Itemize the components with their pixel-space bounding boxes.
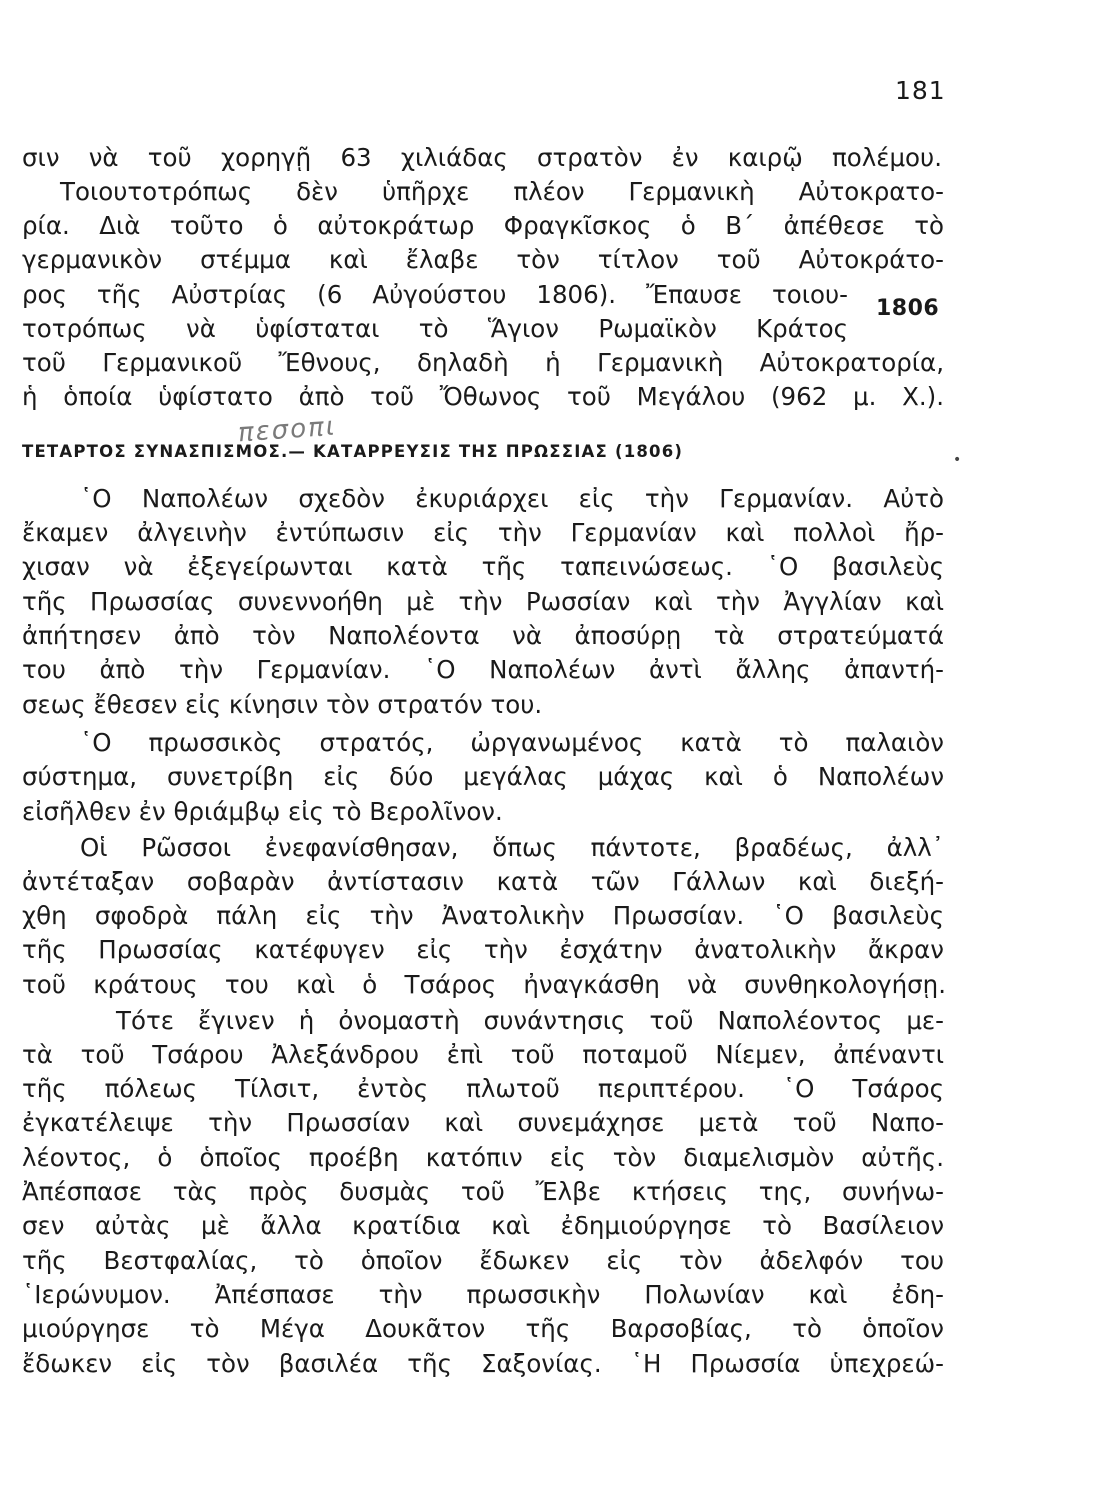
text-line: χισαν νὰ ἐξεγείρωνται κατὰ τῆς ταπεινώσεως. ῾Ο βασιλεὺς <box>22 552 944 581</box>
text-line: σεν αὐτὰς μὲ ἄλλα κρατίδια καὶ ἐδημιούργησε τὸ Βασίλειον <box>22 1211 944 1240</box>
text-line: τοῦ Γερμανικοῦ Ἔθνους, δηλαδὴ ἡ Γερμανικὴ Αὐτοκρατορία, <box>22 348 944 377</box>
text-line: ρία. Διὰ τοῦτο ὁ αὐτοκράτωρ Φραγκῖσκος ὁ Β΄ ἀπέθεσε τὸ <box>22 211 944 240</box>
text-line: εἰσῆλθεν ἐν θριάμβῳ εἰς τὸ Βερολῖνον. <box>22 797 503 826</box>
text-line: τοῦ κράτους του καὶ ὁ Τσάρος ἠναγκάσθη νὰ συνθηκολογήσῃ. <box>22 970 946 999</box>
text-line: του ἀπὸ τὴν Γερμανίαν. ῾Ο Ναπολέων ἀντὶ ἄλλης ἀπαντή- <box>22 655 944 684</box>
text-line: ἡ ὁποία ὑφίστατο ἀπὸ τοῦ Ὄθωνος τοῦ Μεγάλου (962 μ. Χ.). <box>22 382 944 411</box>
text-line: σεως ἔθεσεν εἰς κίνησιν τὸν στρατόν του. <box>22 690 543 719</box>
text-line: τὰ τοῦ Τσάρου Ἀλεξάνδρου ἐπὶ τοῦ ποταμοῦ Νίεμεν, ἀπέναντι <box>22 1040 944 1069</box>
text-line: ἔδωκεν εἰς τὸν βασιλέα τῆς Σαξονίας. ῾Η Πρωσσία ὑπεχρεώ- <box>22 1349 944 1378</box>
margin-dot: • <box>953 452 962 468</box>
section-heading: ΤΕΤΑΡΤΟΣ ΣΥΝΑΣΠΙΣΜΟΣ.— ΚΑΤΑΡΡΕΥΣΙΣ ΤΗΣ ΠΡΩΣΣΙΑΣ (1806) <box>22 442 684 461</box>
text-line: Οἱ Ρῶσσοι ἐνεφανίσθησαν, ὅπως πάντοτε, βραδέως, ἀλλ᾽ <box>80 833 944 862</box>
text-line: ῾Ο Ναπολέων σχεδὸν ἐκυριάρχει εἰς τὴν Γερμανίαν. Αὐτὸ <box>80 484 944 513</box>
text-line: ρος τῆς Αὐστρίας (6 Αὐγούστου 1806). Ἔπαυσε τοιου- <box>22 280 848 309</box>
page-number: 181 <box>895 76 946 105</box>
text-line: Τοιουτοτρόπως δὲν ὑπῆρχε πλέον Γερμανικὴ Αὐτοκρατο- <box>60 177 944 206</box>
text-line: ἀντέταξαν σοβαρὰν ἀντίστασιν κατὰ τῶν Γάλλων καὶ διεξή- <box>22 867 944 896</box>
text-line: ἀπήτησεν ἀπὸ τὸν Ναπολέοντα νὰ ἀποσύρῃ τὰ στρατεύματά <box>22 621 944 650</box>
text-line: Ἀπέσπασε τὰς πρὸς δυσμὰς τοῦ Ἔλβε κτήσεις της, συνήνω- <box>22 1177 944 1206</box>
text-line: σιν νὰ τοῦ χορηγῇ 63 χιλιάδας στρατὸν ἐν καιρῷ πολέμου. <box>22 143 942 172</box>
text-line: ἐγκατέλειψε τὴν Πρωσσίαν καὶ συνεμάχησε μετὰ τοῦ Ναπο- <box>22 1108 944 1137</box>
text-line: μιούργησε τὸ Μέγα Δουκᾶτον τῆς Βαρσοβίας, τὸ ὁποῖον <box>22 1314 944 1343</box>
text-line: τοτρόπως νὰ ὑφίσταται τὸ Ἅγιον Ρωμαϊκὸν Κράτος <box>22 314 848 343</box>
text-line: ἔκαμεν ἀλγεινὴν ἐντύπωσιν εἰς τὴν Γερμανίαν καὶ πολλοὶ ἤρ- <box>22 518 944 547</box>
text-line: χθη σφοδρὰ πάλη εἰς τὴν Ἀνατολικὴν Πρωσσίαν. ῾Ο βασιλεὺς <box>22 901 944 930</box>
text-line: σύστημα, συνετρίβη εἰς δύο μεγάλας μάχας καὶ ὁ Ναπολέων <box>22 762 944 791</box>
text-line: τῆς Βεστφαλίας, τὸ ὁποῖον ἔδωκεν εἰς τὸν ἀδελφόν του <box>22 1246 944 1275</box>
text-line: τῆς Πρωσσίας κατέφυγεν εἰς τὴν ἐσχάτην ἀνατολικὴν ἄκραν <box>22 935 944 964</box>
text-line: τῆς Πρωσσίας συνεννοήθη μὲ τὴν Ρωσσίαν καὶ τὴν Ἀγγλίαν καὶ <box>22 587 944 616</box>
text-line: Τότε ἔγινεν ἡ ὀνομαστὴ συνάντησις τοῦ Ναπολέοντος με- <box>116 1006 944 1035</box>
text-line: ῾Ο πρωσσικὸς στρατός, ὠργανωμένος κατὰ τὸ παλαιὸν <box>80 728 944 757</box>
pencil-annotation: πεσοπι <box>237 411 338 449</box>
text-line: τῆς πόλεως Τίλσιτ, ἐντὸς πλωτοῦ περιπτέρου. ῾Ο Τσάρος <box>22 1074 944 1103</box>
text-line: γερμανικὸν στέμμα καὶ ἔλαβε τὸν τίτλον τοῦ Αὐτοκράτο- <box>22 245 944 274</box>
text-line: ῾Ιερώνυμον. Ἀπέσπασε τὴν πρωσσικὴν Πολωνίαν καὶ ἐδη- <box>22 1280 944 1309</box>
text-line: λέοντος, ὁ ὁποῖος προέβη κατόπιν εἰς τὸν διαμελισμὸν αὐτῆς. <box>22 1143 944 1172</box>
margin-note-year: 1806 <box>876 296 940 321</box>
